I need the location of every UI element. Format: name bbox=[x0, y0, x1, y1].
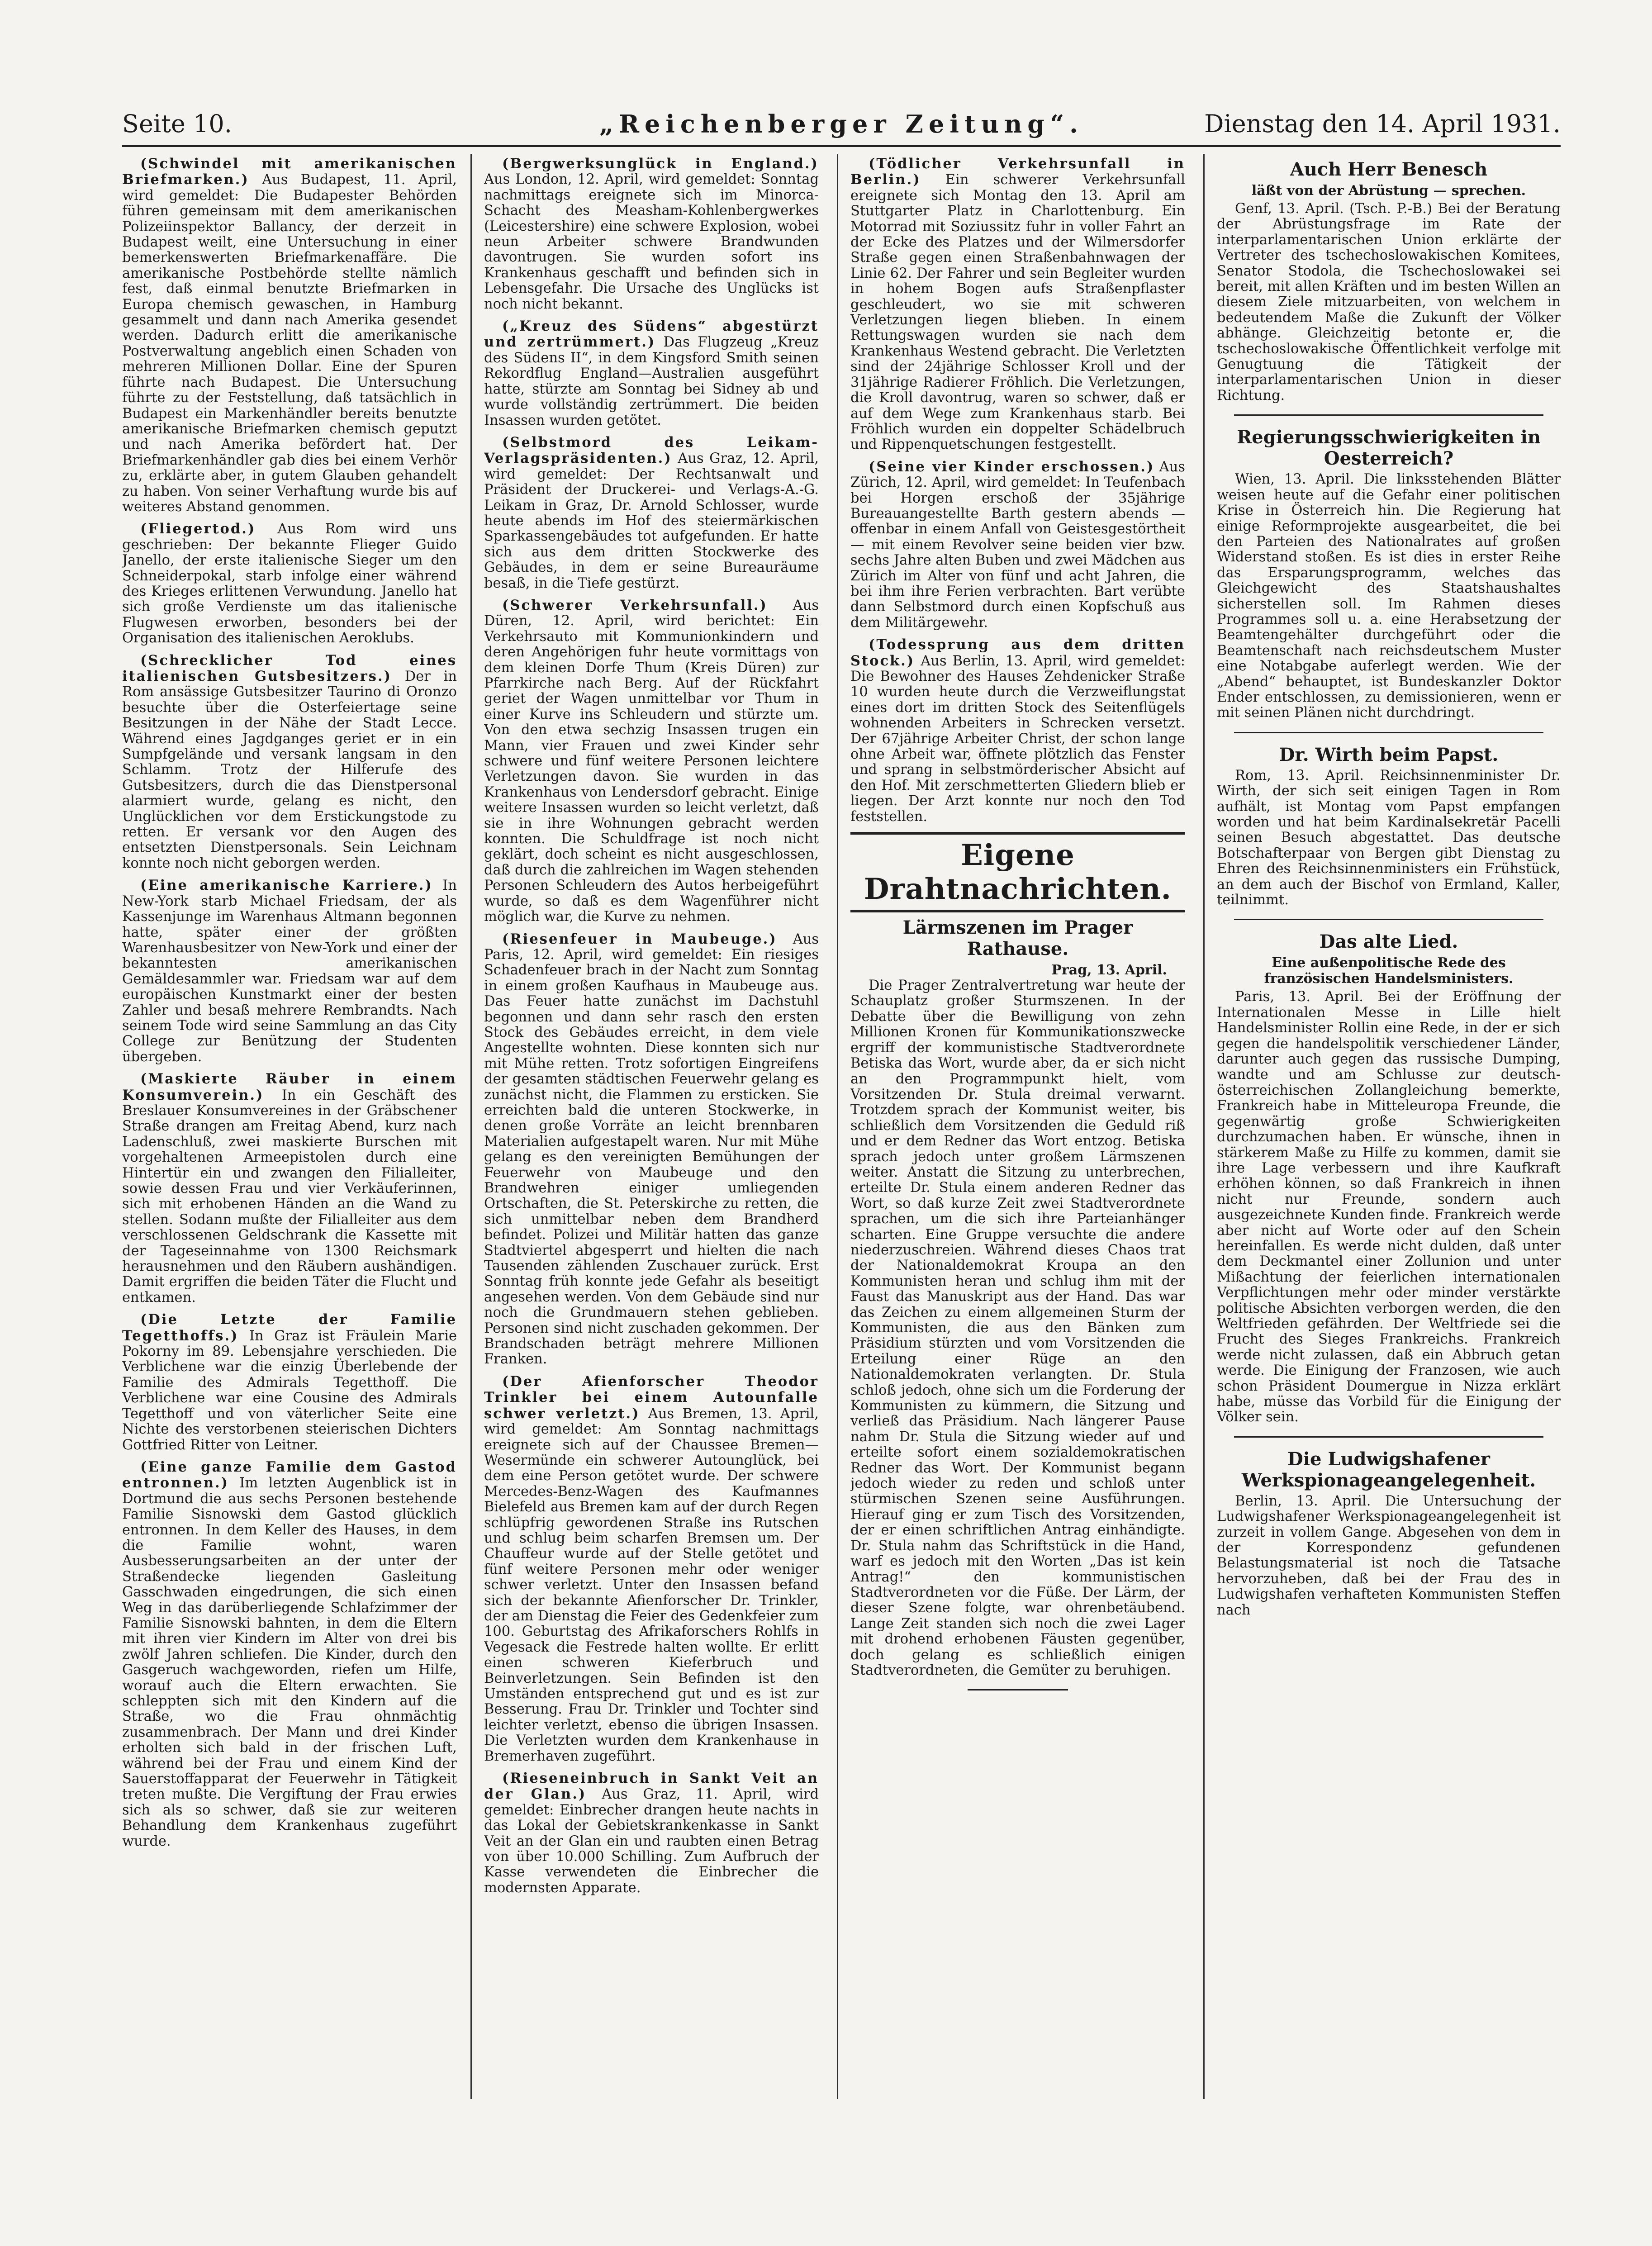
article-body: Die Prager Zentralvertretung war heute der Schauplatz großer Sturmszenen. In der Debatte über die Bewilligung von zehn Millionen Kronen für Kommunikationszwecke ergriff der kommunistische Stadtverordnete Betiska das Wort, wurde aber, da er sich nicht an den Programmpunkt hielt, vom Vorsitzenden Dr. Stula dreimal verwarnt. Trotzdem sprach der Kommunist weiter, bis schließlich dem Vorsitzenden die Geduld riß und er dem Redner das Wort entzog. Betiska sprach jedoch unter großem Lärmszenen weiter. Anstatt die Sitzung zu unterbrechen, erteilte Dr. Stula einem anderen Redner das Wort, so daß kurze Zeit zwei Stadtverordnete sprachen, um die sich ihre Parteianhänger scharten. Eine Gruppe versuchte die andere niederzuschreien. Während dieses Chaos trat der Nationaldemokrat Kroupa an den Kommunisten heran und schlug ihm mit der Faust das Manuskript aus der Hand. Das war das Zeichen zu einem allgemeinen Sturm der Kommunisten, die aus den Bänken zum Präsidium stürzten und vom Vorsitzenden die Erteilung einer Rüge an den Nationaldemokraten verlangten. Dr. Stula schloß jedoch, ohne sich um die Forderung der Kommunisten zu kümmern, die Sitzung und verließ das Präsidium. Nach längerer Pause nahm Dr. Stula die Sitzung wieder auf und erteilte sofort einem sozialdemokratischen Redner das Wort. Der Kommunist begann jedoch wieder zu reden und schloß unter stürmischen Szenen seine Ausführungen. Hierauf ging er zum Tisch des Vorsitzenden, der er einen schriftlichen Antrag einhändigte. Dr. Stula nahm das Schriftstück in die Hand, warf es jedoch mit den Worten „Das ist kein Antrag!“ den kommunistischen Stadtverordneten vor die Füße. Der Lärm, der dieser Szene folgte, war ohrenbetäubend. Lange Zeit standen sich noch die zwei Lager mit drohend erhobenen Fäusten gegenüber, doch gelang es schließlich einigen Stadtverordneten, die Gemüter zu beruhigen. bbox=[850, 978, 1185, 1678]
news-item-kicker: (Selbstmord des Leikam-Verlagspräsidenten.) bbox=[484, 434, 819, 467]
news-item-kicker: (Eine amerikanische Karriere.) bbox=[140, 877, 433, 894]
column-4 bbox=[1217, 156, 1561, 2101]
news-item-kicker: (Bergwerksunglück in England.) bbox=[502, 156, 819, 172]
news-item-kicker: (Rieseneinbruch in Sankt Veit an der Glan.) bbox=[484, 1770, 819, 1803]
article-divider bbox=[1234, 414, 1543, 416]
news-item-kicker: (Die Letzte der Familie Tegetthoffs.) bbox=[122, 1311, 457, 1344]
news-item bbox=[122, 1071, 457, 1306]
news-item bbox=[484, 931, 819, 1368]
page-number: Seite 10. bbox=[122, 109, 232, 138]
column-rule bbox=[470, 154, 472, 2099]
article-body: Paris, 13. April. Bei der Eröffnung der Internationalen Messe in Lille hielt Handelsminister Rollin eine Rede, in der er sich gegen die handelspolitik verschiedener Länder, darunter auch gegen das russische Dumping, wandte und am Schlusse zur deutsch-österreichischen Zollangleichung bemerkte, Frankreich habe in Mitteleuropa Freunde, die gegenwärtig große Schwierigkeiten durchzumachen haben. Er wünsche, ihnen in stärkerem Maße zu Hilfe zu kommen, damit sie ihre Lage verbessern und ihre Kaufkraft erhöhen können, so daß Frankreich in ihnen nicht nur Freunde, sondern auch ausgezeichnete Kunden finde. Frankreich werde aber nicht auf Worte oder auf den Schein hereinfallen. Es werde nicht dulden, daß unter dem Deckmantel einer Zollunion und unter Mißachtung der feierlichen internationalen Verpflichtungen mehr oder minder verstärkte politische Absichten verborgen werden, die den Weltfrieden gefährden. Der Weltfriede sei die Frucht des Sieges Frankreichs. Frankreich werde nicht zulassen, daß ein Abbruch getan werde. Die Einigung der Franzosen, wie auch schon Präsident Doumergue in Nizza erklärt habe, müsse das Vorbild für die Einigung der Völker sein. bbox=[1217, 989, 1561, 1425]
news-item-text: Ein schwerer Verkehrsunfall ereignete sich Montag den 13. April am Stuttgarter Platz in Charlottenburg. Ein Motorrad mit Soziussitz fuhr in voller Fahrt an der Ecke des Platzes und der Wilmersdorfer Straße gegen einen Straßenbahnwagen der Linie 62. Der Fahrer und sein Begleiter wurden in hohem Bogen aufs Straßenpflaster geschleudert, wo sie mit schweren Verletzungen liegen blieben. In einem Rettungswagen wurden sie nach dem Krankenhaus Westend gebracht. Die Verletzten sind der 24jährige Schlosser Kroll und der 31jährige Radierer Fröhlich. Die Verletzungen, die Kroll davontrug, waren so schwer, daß er auf dem Wege zum Krankenhaus starb. Bei Fröhlich wurden ein doppelter Schädelbruch und Rippenquetschungen festgestellt. bbox=[850, 172, 1185, 453]
article-divider bbox=[1234, 919, 1543, 920]
news-item-text: In Graz ist Fräulein Marie Pokorny im 89. Lebensjahre verschieden. Die Verblichene war die einzig Überlebende der Familie des Admirals Tegetthoff. Die Verblichene war eine Cousine des Admirals Tegetthoff und von väterlicher Seite eine Nichte des verstorbenen steierischen Dichters Gottfried Ritter von Leitner. bbox=[122, 1328, 457, 1453]
article-body: Rom, 13. April. Reichsinnenminister Dr. Wirth, der sich seit einigen Tagen in Rom aufhält, ist Montag vom Papst empfangen worden und hat beim Kardinalsekretär Pacelli seinen Besuch abgestattet. Das deutsche Botschafterpaar von Bergen gibt Dienstag zu Ehren des Reichsinnenministers ein Frühstück, an dem auch der Bischof von Ermland, Kaller, teilnimmt. bbox=[1217, 767, 1561, 908]
news-item-kicker: (Schwindel mit amerikanischen Briefmarken.) bbox=[122, 156, 457, 188]
article-body: Wien, 13. April. Die linksstehenden Blätter weisen heute auf die Gefahr einer politischen Krise in Österreich hin. Die Regierung hat einige Reformprojekte ausgearbeitet, die bei den Parteien des Nationalrates auf großen Widerstand stoßen. Es ist dies in erster Reihe das Ersparungsprogramm, welches das Gleichgewicht des Staatshaushaltes sicherstellen soll. Im Rahmen dieses Programmes soll u. a. eine Herabsetzung der Beamtengehälter durchgeführt oder die Beamtenschaft nach reichsdeutschem Muster eine Notabgabe auferlegt werden. Wie der „Abend“ behauptet, ist Bundeskanzler Doktor Ender entschlossen, zu demissionieren, wenn er mit seinen Plänen nicht durchdringt. bbox=[1217, 471, 1561, 721]
article-body: Berlin, 13. April. Die Untersuchung der Ludwigshafener Werkspionageangelegenheit ist zurzeit in vollem Gange. Abgesehen von dem in der Korrespondenz gefundenen Belastungsmaterial ist noch die Tatsache hervorzuheben, daß bei der Frau des in Ludwigshafen verhafteten Kommunisten Steffen nach bbox=[1217, 1493, 1561, 1618]
article-divider bbox=[968, 1689, 1068, 1690]
news-item bbox=[122, 653, 457, 872]
news-item-text: Aus Graz, 11. April, wird gemeldet: Einbrecher drangen heute nachts in das Lokal der Gebietskrankenkasse in Sankt Veit an der Glan ein und raubten einen Betrag von über 10.000 Schilling. Zum Aufbruch der Kasse verwendeten die Einbrecher die modernsten Apparate. bbox=[484, 1786, 819, 1896]
column-2 bbox=[484, 156, 819, 2101]
news-item bbox=[484, 1771, 819, 1896]
news-item-text: Aus Paris, 12. April, wird gemeldet: Ein riesiges Schadenfeuer brach in der Nacht zum Sonntag in einem großen Kaufhaus in Maubeuge aus. Das Feuer hatte zunächst im Dachstuhl begonnen und dann sehr rasch den ersten Stock des Gebäudes erreicht, in dem viele Angestellte wohnten. Diese konnten sich nur mit Mühe retten. Trotz sofortigen Eingreifens der gesamten städtischen Feuerwehr gelang es zunächst nicht, die Flammen zu ersticken. Sie erreichten bald die unteren Stockwerke, in denen große Vorräte an leicht brennbaren Materialien aufgestapelt waren. Nur mit Mühe gelang es den vereinigten Bemühungen der Feuerwehr von Maubeuge und den Brandwehren einiger umliegenden Ortschaften, die St. Peterskirche zu retten, die sich unmittelbar neben dem Brandherd befindet. Polizei und Militär hatten das ganze Stadtviertel abgesperrt und hielten die nach Tausenden zählenden Zuschauer zurück. Erst Sonntag früh konnte jede Gefahr als beseitigt angesehen werden. Von dem Gebäude sind nur noch die Grundmauern stehen geblieben. Personen sind nicht zuschaden gekommen. Der Brandschaden beträgt mehrere Millionen Franken. bbox=[484, 931, 819, 1368]
news-item-kicker: („Kreuz des Südens“ abgestürzt und zertrümmert.) bbox=[484, 318, 819, 351]
article-headline: Auch Herr Benesch bbox=[1290, 159, 1488, 180]
article-subheadline: läßt von der Abrüstung — sprechen. bbox=[1251, 183, 1526, 199]
news-item bbox=[122, 521, 457, 646]
news-item-kicker: (Maskierte Räuber in einem Konsumverein.) bbox=[122, 1071, 457, 1103]
article-headline: Die Ludwigshafener Werkspionageangelegenheit. bbox=[1241, 1448, 1536, 1491]
article-subheadline: Eine außenpolitische Rede des französischen Handelsministers. bbox=[1264, 955, 1514, 987]
column-3-articles bbox=[850, 156, 1185, 825]
news-item-text: Das Flugzeug „Kreuz des Südens II“, in dem Kingsford Smith seinen Rekordflug England—Australien ausgeführt hatte, stürzte am Sonntag bei Sidney ab und wurde vollständig zertrümmert. Die beiden Insassen wurden getötet. bbox=[484, 334, 819, 428]
column-3 bbox=[850, 156, 1185, 2101]
news-item bbox=[122, 878, 457, 1065]
news-item-text: Aus Berlin, 13. April, wird gemeldet: Die Bewohner des Hauses Zehdenicker Straße 10 wurden heute durch die Verzweiflungstat eines dort im dritten Stock des Seitenflügels wohnenden Arbeiters in Schrecken versetzt. Der 67jährige Arbeiter Christ, der schon lange ohne Arbeit war, öffnete plötzlich das Fenster und sprang in selbstmörderischer Absicht auf den Hof. Mit zerschmetterten Gliedern blieb er liegen. Der Arzt konnte nur noch den Tod feststellen. bbox=[850, 653, 1185, 825]
news-item bbox=[122, 1459, 457, 1849]
news-item bbox=[484, 435, 819, 591]
news-item-text: Aus Graz, 12. April, wird gemeldet: Der Rechtsanwalt und Präsident der Druckerei- und Verlags-A.-G. Leikam in Graz, Dr. Arnold Schlosser, wurde heute abends im Hof des steiermärkischen Sparkassengebäudes tot aufgefunden. Er hatte sich aus dem dritten Stockwerke des Gebäudes, in dem er seine Bureauräume besaß, in die Tiefe gestürzt. bbox=[484, 451, 819, 591]
article-headline: Dr. Wirth beim Papst. bbox=[1279, 744, 1499, 765]
news-item bbox=[850, 156, 1185, 453]
news-item-kicker: (Tödlicher Verkehrsunfall in Berlin.) bbox=[850, 156, 1185, 188]
news-item-kicker: (Schwerer Verkehrsunfall.) bbox=[502, 597, 768, 613]
news-item-text: Aus Rom wird uns geschrieben: Der bekannte Flieger Guido Janello, der erste italienische Sieger um den Schneiderpokal, starb infolge einer während des Krieges erlittenen Verwundung. Janello hat sich große Verdienste um das italienische Flugwesen erworben, besonders bei der Organisation des italienischen Aeroklubs. bbox=[122, 521, 457, 646]
news-item-text: Aus Bremen, 13. April, wird gemeldet: Am Sonntag nachmittags ereignete sich auf der Chaussee Bremen—Wesermünde ein schwerer Autounglück, bei dem eine Person getötet wurde. Der schwere Mercedes-Benz-Wagen des Kaufmannes Bielefeld aus Bremen kam auf der durch Regen schlüpfrig gewordenen Straße ins Rutschen und schlug beim scharfen Bremsen um. Der Chauffeur wurde auf der Stelle getötet und fünf weitere Personen mehr oder weniger schwer verletzt. Unter den Insassen befand sich der bekannte Afienforscher Dr. Trinkler, der am Dienstag die Feier des Gedenkfeier zum 100. Geburtstag des Afrikaforschers Rohlfs in Vegesack die Festrede halten wollte. Er erlitt einen schweren Kieferbruch und Beinverletzungen. Sein Befinden ist den Umständen entsprechend gut und es ist zur Besserung. Frau Dr. Trinkler und Tochter sind leichter verletzt, ebenso die übrigen Insassen. Die Verletzten wurden dem Krankenhause in Bremerhaven zugeführt. bbox=[484, 1406, 819, 1764]
news-item-kicker: (Fliegertod.) bbox=[140, 521, 256, 537]
news-item-text: Aus Budapest, 11. April, wird gemeldet: Die Budapester Behörden führen gemeinsam mit dem amerikanischen Polizeiinspektor Ballancy, der derzeit in Budapest weilt, eine Untersuchung in einer bemerkenswerten Briefmarkenaffäre. Die amerikanische Postbehörde stellte nämlich fest, daß einmal benutzte Briefmarken in Europa chemisch gewaschen, in Hamburg gesammelt und dann nach Amerika gesendet werden. Dadurch erlitt die amerikanische Postverwaltung angeblich einen Schaden von mehreren Millionen Dollar. Eine der Spuren führte nach Budapest. Die Untersuchung führte zu der Feststellung, daß tatsächlich in Budapest ein Markenhändler bereits benutzte amerikanische Briefmarken chemisch geputzt und nach Amerika befördert hat. Der Briefmarkenhändler gab dies bei einem Verhör zu, erklärte aber, in gutem Glauben gehandelt zu haben. Von seiner Verhaftung wurde bis auf weiteres Abstand genommen. bbox=[122, 172, 457, 515]
column-rule bbox=[1203, 154, 1205, 2099]
article-divider bbox=[1234, 1436, 1543, 1438]
news-item bbox=[484, 318, 819, 428]
article-headline: Das alte Lied. bbox=[1319, 931, 1458, 953]
issue-date: Dienstag den 14. April 1931. bbox=[1204, 109, 1561, 138]
news-item-text: In New-York starb Michael Friedsam, der als Kassenjunge im Warenhaus Altmann begonnen hatte, später einer der größten Warenhausbesitzer von New-York und einer der bekanntesten amerikanischen Gemäldesammler war. Friedsam war auf dem europäischen Kunstmarkt einer der besten Zahler und besaß mehrere Rembrandts. Nach seinem Tode wird seine Sammlung an das City College zur Benützung der Studenten übergeben. bbox=[122, 878, 457, 1065]
news-item-text: In ein Geschäft des Breslauer Konsumvereines in der Gräbschener Straße drangen am Freitag Abend, kurz nach Ladenschluß, zwei maskierte Burschen mit vorgehaltenen Armeepistolen durch eine Hintertür ein und zwangen den Filialleiter, sowie dessen Frau und vier Verkäuferinnen, sich mit erhobenen Händen an die Wand zu stellen. Sodann mußte der Filialleiter aus dem verschlossenen Geldschrank die Kassette mit der Tageseinnahme von 1300 Reichsmark herausnehmen und den Räubern aushändigen. Damit ergriffen die beiden Täter die Flucht und entkamen. bbox=[122, 1087, 457, 1306]
article-headline: Lärmszenen im Prager Rathause. bbox=[902, 917, 1133, 960]
column-rule bbox=[837, 154, 838, 2099]
column-1 bbox=[122, 156, 457, 2101]
article-headline: Regierungsschwierigkeiten in Oesterreich? bbox=[1237, 427, 1541, 470]
newspaper-title: „Reichenberger Zeitung“. bbox=[599, 109, 1083, 138]
news-item-kicker: (Riesenfeuer in Maubeuge.) bbox=[502, 931, 777, 947]
news-item-text: Aus London, 12. April, wird gemeldet: Sonntag nachmittags ereignete sich im Minorca-Schacht des Measham-Kohlenbergwerkes (Leicestershire) eine schwere Explosion, wobei neun Arbeiter schwere Brandwunden davontrugen. Sie wurden sofort ins Krankenhaus geschafft und befinden sich in Lebensgefahr. Die Ursache des Unglücks ist noch nicht bekannt. bbox=[484, 171, 819, 312]
news-item-kicker: (Seine vier Kinder erschossen.) bbox=[869, 458, 1155, 475]
news-item-text: Der in Rom ansässige Gutsbesitzer Taurino di Oronzo besuchte über die Osterfeiertage seine Besitzungen in der Nähe der Stadt Lecce. Während eines Jagdganges geriet er in ein Sumpfgelände und versank langsam in den Schlamm. Trotz der Hilferufe des Gutsbesitzers, durch die das Dienstpersonal alarmiert wurde, gelang es nicht, den Unglücklichen vor dem Erstickungstode zu retten. Er versank vor den Augen des entsetzten Dienstpersonals. Sein Leichnam konnte noch nicht geborgen werden. bbox=[122, 669, 457, 871]
news-item bbox=[850, 459, 1185, 631]
news-item-kicker: (Eine ganze Familie dem Gastod entronnen.) bbox=[122, 1458, 457, 1491]
news-item-text: Aus Zürich, 12. April, wird gemeldet: In Teufenbach bei Horgen erschoß der 35jährige Bureauangestellte Barth gestern abends — offenbar in einem Anfall von Geistesgestörtheit — mit einem Revolver seine beiden vier bzw. sechs Jahre alten Buben und zwei Mädchen aus Zürich im Alter von fünf und acht Jahren, die bei ihm ihre Ferien verbrachten. Bart verübte dann Selbstmord durch einen Kopfschuß aus dem Militärgewehr. bbox=[850, 459, 1185, 631]
news-item-kicker: (Schrecklicher Tod eines italienischen Gutsbesitzers.) bbox=[122, 652, 457, 684]
news-item bbox=[484, 156, 819, 312]
article-dateline: Prag, 13. April. bbox=[1051, 962, 1167, 978]
news-item bbox=[484, 598, 819, 925]
section-banner: Eigene Drahtnachrichten. bbox=[850, 832, 1185, 912]
news-item-text: Aus Düren, 12. April, wird berichtet: Ein Verkehrsauto mit Kommunionkindern und deren Angehörigen fuhr heute vormittags von dem kleinen Dorfe Thum (Kreis Düren) zur Pfarrkirche nach Berg. Auf der Rückfahrt geriet der Wagen unmittelbar vor Thum in einer Kurve ins Schleudern und stürzte um. Von den etwa sechzig Insassen trugen ein Mann, vier Frauen und zwei Kinder sehr schwere und fünf weitere Personen leichtere Verletzungen davon. Sie wurden in das Krankenhaus von Lendersdorf gebracht. Einige weitere Insassen wurden so leicht verletzt, daß sie in ihre Wohnungen gebracht werden konnten. Die Schuldfrage ist noch nicht geklärt, doch scheint es nicht ausgeschlossen, daß durch die zahlreichen im Wagen stehenden Personen Schleudern des Autos herbeigeführt wurde, so daß es dem Wagenführer nicht möglich war, die Kurve zu nehmen. bbox=[484, 597, 819, 925]
news-item bbox=[122, 156, 457, 515]
news-item-text: Im letzten Augenblick ist in Dortmund die aus sechs Personen bestehende Familie Sisnowski dem Gastod glücklich entronnen. In dem Keller des Hauses, in dem die Familie wohnt, waren Ausbesserungsarbeiten an der unter der Straßendecke liegenden Gasleitung Gasschwaden eingedrungen, die sich einen Weg in das darüberliegende Schlafzimmer der Familie Sisnowski bahnten, in dem die Eltern mit ihren vier Kindern im Alter von drei bis zwölf Jahren schliefen. Die Kinder, durch den Gasgeruch wachgeworden, riefen um Hilfe, worauf auch die Eltern erwachten. Sie schleppten sich mit den Kindern auf die Straße, wo die Frau ohnmächtig zusammenbrach. Der Mann und drei Kinder erholten sich bald in der frischen Luft, während bei der Frau und einem Kind der Sauerstoffapparat der Feuerwehr in Tätigkeit treten mußte. Die Vergiftung der Frau erwies sich als so schwer, daß sie zur weiteren Behandlung dem Krankenhaus zugeführt wurde. bbox=[122, 1475, 457, 1849]
masthead bbox=[122, 104, 1561, 147]
news-item bbox=[122, 1312, 457, 1453]
news-item bbox=[850, 637, 1185, 825]
news-item bbox=[484, 1374, 819, 1764]
news-item-kicker: (Todessprung aus dem dritten Stock.) bbox=[850, 636, 1185, 669]
article-divider bbox=[1234, 732, 1543, 733]
news-item-kicker: (Der Afienforscher Theodor Trinkler bei einem Autounfalle schwer verletzt.) bbox=[484, 1373, 819, 1422]
article-body: Genf, 13. April. (Tsch. P.-B.) Bei der Beratung der Abrüstungsfrage im Rate der interparlamentarischen Union erklärte der Vertreter des tschechoslowakischen Komitees, Senator Stodola, die Tschechoslowakei sei bereit, mit allen Kräften und im besten Willen an diesem Ziele mitzuarbeiten, von welchem in bedeutendem Maße die Zukunft der Völker abhänge. Gleichzeitig betonte er, die tschechoslowakische Öffentlichkeit verfolge mit Genugtuung die Tätigkeit der interparlamentarischen Union in dieser Richtung. bbox=[1217, 201, 1561, 404]
